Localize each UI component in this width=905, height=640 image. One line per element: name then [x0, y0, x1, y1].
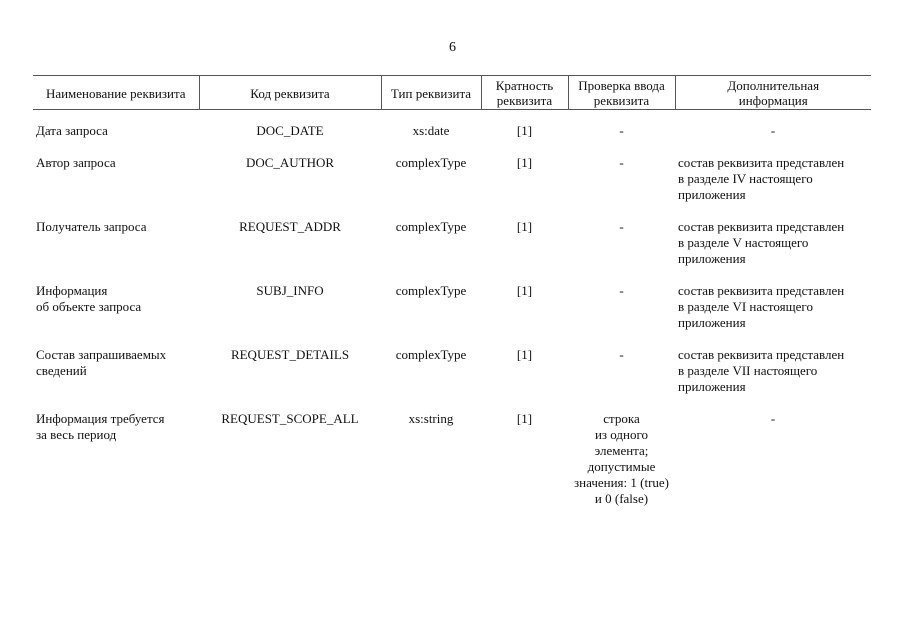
cell-additional-info: -: [770, 411, 776, 426]
cell-type: complexType: [395, 219, 467, 234]
header-name: Наименование реквизита: [33, 76, 199, 110]
cell-type: complexType: [395, 283, 467, 298]
header-multiplicity: Кратность реквизита: [481, 76, 568, 110]
table-row: [33, 155, 871, 219]
header-type: Тип реквизита: [381, 76, 481, 110]
cell-input-check: -: [619, 155, 624, 170]
cell-name: Информация требуется за весь период: [36, 411, 165, 442]
table-header-row: [33, 76, 871, 110]
table-row: [33, 123, 871, 155]
header-additional-info: Дополнительная информация: [675, 76, 871, 110]
cell-code: REQUEST_SCOPE_ALL: [221, 411, 359, 426]
cell-input-check: -: [619, 123, 624, 138]
cell-multiplicity: [1]: [516, 411, 533, 426]
table-row: [33, 219, 871, 283]
cell-additional-info: состав реквизита представлен в разделе VI настоящего приложения: [678, 283, 845, 330]
cell-input-check: -: [619, 283, 624, 298]
header-input-check: Проверка ввода реквизита: [568, 76, 675, 110]
cell-name: Дата запроса: [36, 123, 108, 138]
cell-additional-info: состав реквизита представлен в разделе VII настоящего приложения: [678, 347, 845, 394]
header-code: Код реквизита: [199, 76, 381, 110]
cell-name: Состав запрашиваемых сведений: [36, 347, 167, 378]
cell-additional-info: состав реквизита представлен в разделе IV настоящего приложения: [678, 155, 845, 202]
cell-multiplicity: [1]: [516, 283, 533, 298]
cell-multiplicity: [1]: [516, 155, 533, 170]
cell-input-check: -: [619, 219, 624, 234]
cell-code: REQUEST_DETAILS: [230, 347, 350, 362]
page-number: 6: [449, 40, 456, 55]
cell-name: Получатель запроса: [36, 219, 147, 234]
table-row: [33, 283, 871, 347]
cell-code: REQUEST_ADDR: [239, 219, 341, 234]
cell-code: DOC_DATE: [256, 123, 324, 138]
requisites-table: [33, 75, 871, 523]
cell-code: SUBJ_INFO: [256, 283, 324, 298]
cell-multiplicity: [1]: [516, 123, 533, 138]
cell-type: complexType: [395, 155, 467, 170]
cell-additional-info: -: [770, 123, 776, 138]
cell-name: Автор запроса: [36, 155, 116, 170]
cell-input-check: строка из одного элемента; допустимые значения: 1 (true) и 0 (false): [573, 411, 670, 506]
cell-additional-info: состав реквизита представлен в разделе V настоящего приложения: [678, 219, 845, 266]
cell-multiplicity: [1]: [516, 219, 533, 234]
cell-name: Информация об объекте запроса: [36, 283, 142, 314]
table-row: [33, 411, 871, 523]
cell-type: xs:date: [412, 123, 450, 138]
cell-multiplicity: [1]: [516, 347, 533, 362]
cell-code: DOC_AUTHOR: [245, 155, 335, 170]
cell-input-check: -: [619, 347, 624, 362]
cell-type: complexType: [395, 347, 467, 362]
table-row: [33, 347, 871, 411]
cell-type: xs:string: [408, 411, 454, 426]
